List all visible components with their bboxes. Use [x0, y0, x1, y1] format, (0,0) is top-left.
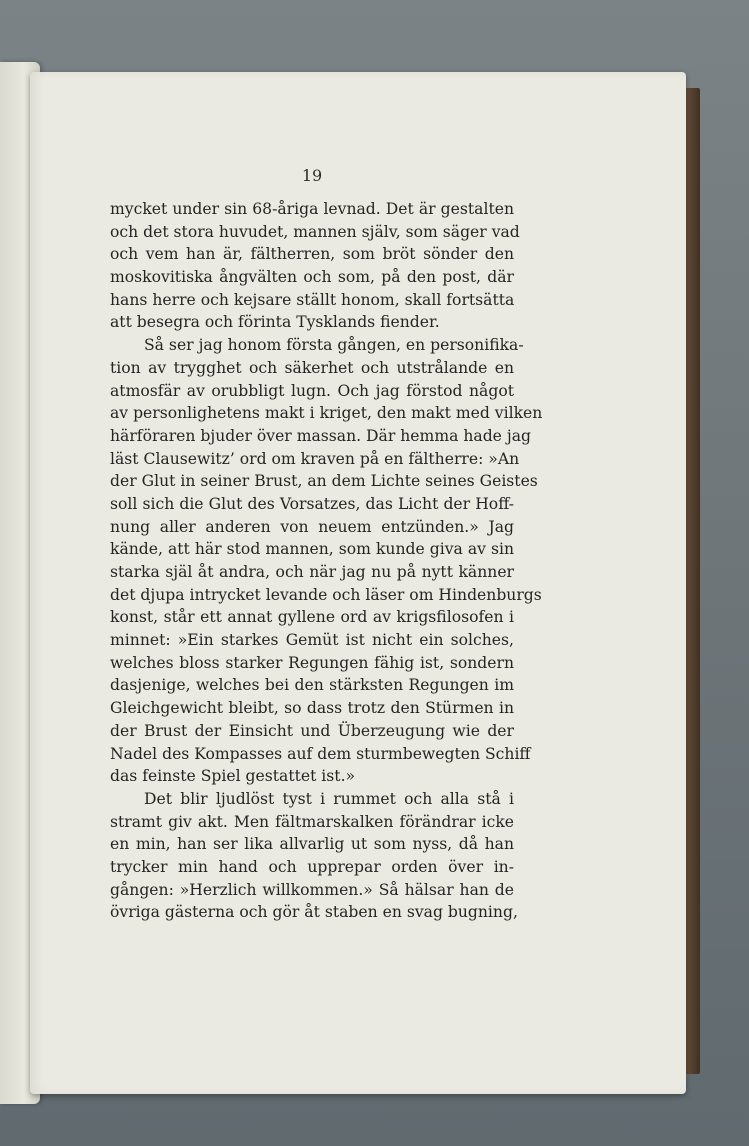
text-line: nung aller anderen von neuem entzünden.» Jag	[110, 517, 514, 536]
text-line: av personlighetens makt i kriget, den makt med vilken	[110, 404, 543, 423]
text-line: att besegra och förinta Tysklands fiender.	[110, 313, 440, 332]
text-line: minnet: »Ein starkes Gemüt ist nicht ein solches,	[110, 631, 514, 650]
text-line: kände, att här stod mannen, som kunde giva av sin	[110, 540, 514, 559]
text-line: atmosfär av orubbligt lugn. Och jag förstod något	[110, 381, 514, 400]
text-line: det djupa intrycket levande och läser om Hindenburgs	[110, 585, 542, 604]
page-number: 19	[301, 166, 323, 185]
text-line: härföraren bjuder över massan. Där hemma hade jag	[110, 426, 531, 445]
text-line: tion av trygghet och säkerhet och utstrålande en	[110, 358, 514, 377]
text-line: Gleichgewicht bleibt, so dass trotz den Stürmen in	[110, 699, 514, 718]
text-line: trycker min hand och upprepar orden över in-	[110, 857, 514, 876]
text-line: der Glut in seiner Brust, an dem Lichte seines Geistes	[110, 472, 538, 491]
text-line: der Brust der Einsicht und Überzeugung wie der	[110, 721, 514, 740]
text-line: welches bloss starker Regungen fähig ist, sondern	[110, 653, 514, 672]
text-line: och det stora huvudet, mannen själv, som säger vad	[110, 222, 520, 241]
text-line: Så ser jag honom första gången, en personifika-	[144, 336, 524, 355]
text-line: läst Clausewitz’ ord om kraven på en fältherre: »An	[110, 449, 520, 468]
text-line: starka själ åt andra, och när jag nu på nytt känner	[110, 563, 514, 581]
text-line: konst, står ett annat gyllene ord av krigsfilosofen i	[110, 608, 514, 627]
text-line: soll sich die Glut des Vorsatzes, das Licht der Hoff-	[110, 494, 514, 513]
text-line: gången: »Herzlich willkommen.» Så hälsar han de	[110, 880, 514, 899]
text-line: dasjenige, welches bei den stärksten Regungen im	[110, 676, 514, 695]
text-line: mycket under sin 68-åriga levnad. Det är gestalten	[110, 200, 514, 218]
text-line: övriga gästerna och gör åt staben en svag bugning,	[110, 903, 518, 922]
text-line: hans herre och kejsare ställt honom, skall fortsätta	[110, 290, 515, 309]
text-line: stramt giv akt. Men fältmarskalken förändrar icke	[110, 812, 514, 831]
text-line: Nadel des Kompasses auf dem sturmbewegten Schiff	[110, 744, 531, 763]
text-line: en min, han ser lika allvarlig ut som nyss, då han	[110, 835, 514, 854]
text-line: moskovitiska ångvälten och som, på den post, där	[110, 268, 514, 287]
text-line: das feinste Spiel gestattet ist.»	[110, 767, 356, 786]
text-line: Det blir ljudlöst tyst i rummet och alla stå i	[144, 789, 514, 808]
text-line: och vem han är, fältherren, som bröt sönder den	[110, 245, 514, 264]
page-text	[110, 198, 543, 924]
